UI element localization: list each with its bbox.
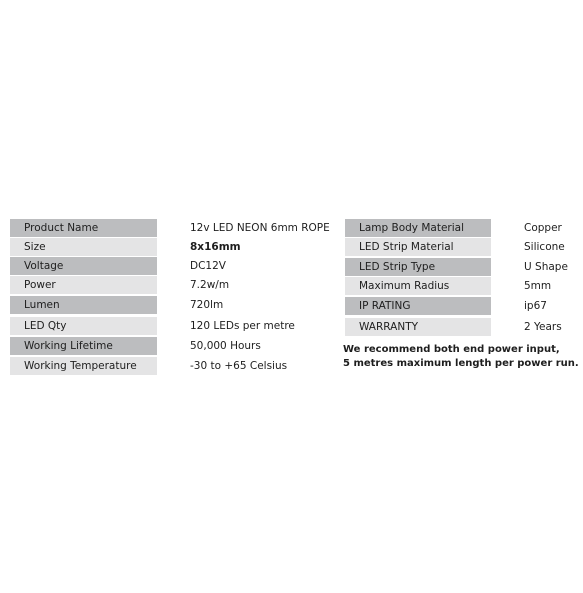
- spec-label: Product Name: [10, 219, 157, 237]
- spec-value: 7.2w/m: [190, 279, 230, 291]
- spec-label: Lumen: [10, 296, 157, 314]
- spec-value: 5mm: [524, 280, 552, 292]
- note-line-1: We recommend both end power input,: [343, 344, 560, 355]
- spec-value: 12v LED NEON 6mm ROPE: [190, 222, 330, 234]
- spec-value: 50,000 Hours: [190, 340, 261, 352]
- note-line-2: 5 metres maximum length per power run.: [343, 358, 579, 369]
- spec-label: WARRANTY: [345, 318, 491, 336]
- spec-value: Copper: [524, 222, 562, 234]
- spec-label: LED Qty: [10, 317, 157, 335]
- spec-value: 720lm: [190, 299, 224, 311]
- spec-value: U Shape: [524, 261, 568, 273]
- spec-label: Power: [10, 276, 157, 294]
- spec-value: ip67: [524, 300, 547, 312]
- spec-label: Voltage: [10, 257, 157, 275]
- spec-label: IP RATING: [345, 297, 491, 315]
- spec-value: 8x16mm: [190, 241, 241, 253]
- spec-value: Silicone: [524, 241, 565, 253]
- spec-label: Lamp Body Material: [345, 219, 491, 237]
- spec-label: Working Lifetime: [10, 337, 157, 355]
- spec-label: Size: [10, 238, 157, 256]
- spec-value: -30 to +65 Celsius: [190, 360, 288, 372]
- spec-label: LED Strip Type: [345, 258, 491, 276]
- spec-value: DC12V: [190, 260, 226, 272]
- spec-label: LED Strip Material: [345, 238, 491, 256]
- spec-value: 120 LEDs per metre: [190, 320, 295, 332]
- spec-label: Working Temperature: [10, 357, 157, 375]
- spec-value: 2 Years: [524, 321, 562, 333]
- spec-label: Maximum Radius: [345, 277, 491, 295]
- power-recommendation-note: [343, 343, 579, 371]
